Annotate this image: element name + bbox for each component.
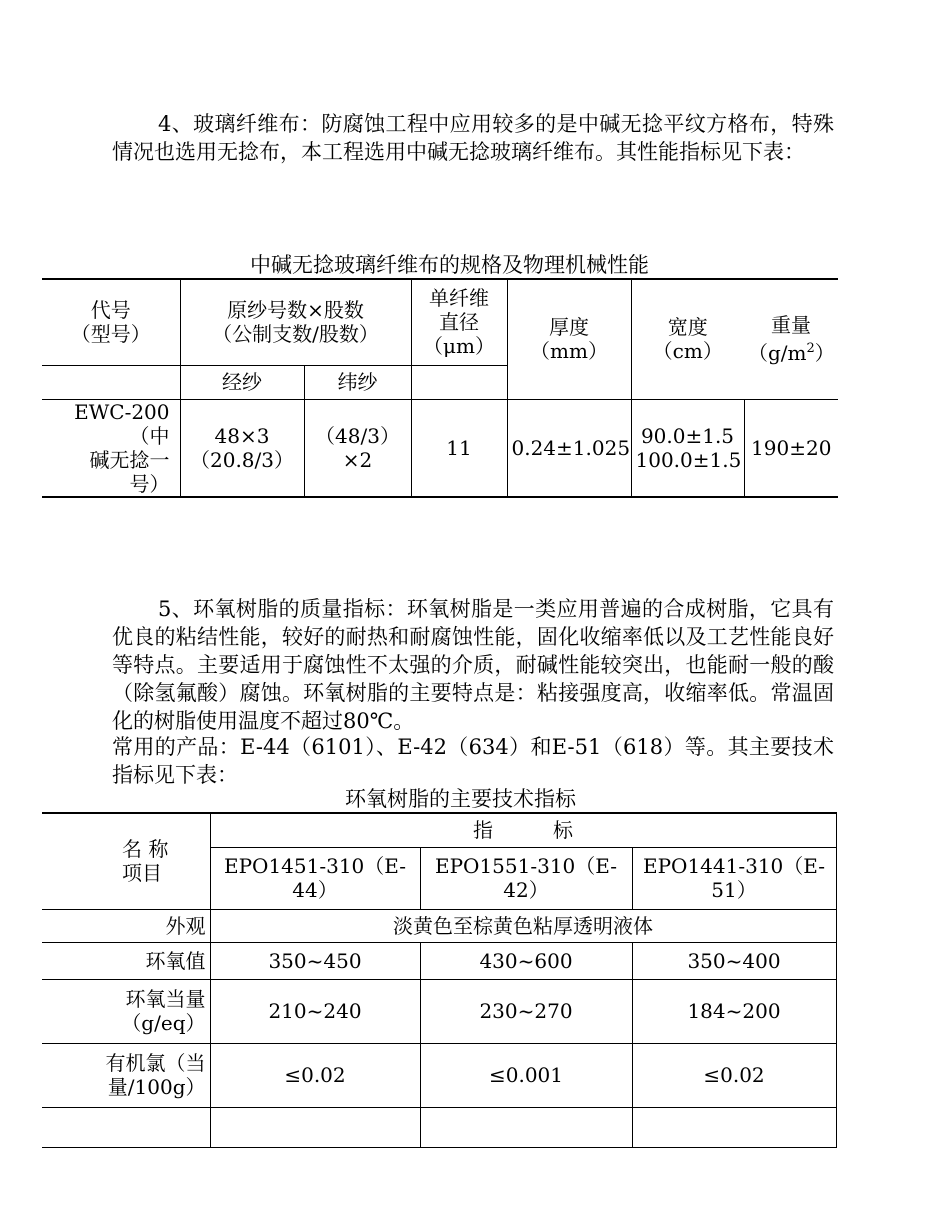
header-diameter-spacer (411, 365, 507, 399)
header-index: 指 标 (210, 813, 836, 847)
header-width: 宽度 （cm） (631, 279, 744, 399)
header-code-spacer (42, 365, 180, 399)
row-value: 184~200 (632, 979, 836, 1043)
row-label: 有机氯（当 量/100g） (42, 1043, 210, 1107)
row-appearance: 淡黄色至棕黄色粘厚透明液体 (210, 909, 836, 942)
row-value: 350~450 (210, 942, 420, 979)
epoxy-table-caption: 环氧树脂的主要技术指标 (345, 787, 576, 811)
header-name-item: 名 称 项目 (42, 813, 210, 909)
fiberglass-table-caption: 中碱无捻玻璃纤维布的规格及物理机械性能 (250, 253, 649, 277)
header-warp: 经纱 (180, 365, 304, 399)
header-epo1451: EPO1451-310（E-44） (210, 847, 420, 909)
row-value: 230~270 (420, 979, 632, 1043)
row-value: ≤0.001 (420, 1043, 632, 1107)
row-value (210, 1107, 420, 1147)
row-warp: 48×3 （20.8/3） (180, 399, 304, 497)
row-value: ≤0.02 (210, 1043, 420, 1107)
header-weft: 纬纱 (304, 365, 411, 399)
epoxy-spec-table (42, 812, 837, 1148)
row-value: 350~400 (632, 942, 836, 979)
section4-paragraph: 4、玻璃纤维布：防腐蚀工程中应用较多的是中碱无捻平纹方格布，特殊情况也选用无捻布，本工程选用中碱无捻玻璃纤维布。其性能指标见下表： (112, 112, 834, 164)
header-weight: 重量 $(g/m^2)$ (744, 279, 838, 399)
row-value (420, 1107, 632, 1147)
header-thickness: 厚度 （mm） (507, 279, 631, 399)
row-value: 430~600 (420, 942, 632, 979)
row-thickness: 0.24±1.025 (507, 399, 631, 497)
row-value: 210~240 (210, 979, 420, 1043)
row-width: 90.0±1.5 100.0±1.5 (631, 399, 744, 497)
row-weft: （48/3） ×2 (304, 399, 411, 497)
row-label: 环氧当量 （g/eq） (42, 979, 210, 1043)
row-weight: 190±20 (744, 399, 838, 497)
row-label: 环氧值 (42, 942, 210, 979)
header-diameter: 单纤维 直径 （μm） (411, 279, 507, 365)
section5-products-paragraph: 常用的产品：E-44（6101）、E-42（634）和E-51（618）等。其主要技术指标见下表： (112, 735, 834, 787)
header-yarn: 原纱号数×股数 （公制支数/股数） (180, 279, 411, 365)
row-label: 外观 (42, 909, 210, 942)
fiberglass-spec-table (42, 278, 838, 498)
row-value (632, 1107, 836, 1147)
epoxy-table-container (105, 812, 837, 1118)
row-code: EWC-200（中 碱无捻一 号） (42, 399, 180, 497)
section5-paragraph: 5、环氧树脂的质量指标：环氧树脂是一类应用普遍的合成树脂，它具有优良的粘结性能，较好的耐热和耐腐蚀性能，固化收缩率低以及工艺性能良好等特点。主要适用于腐蚀性不太强的介质，耐碱性能较突出，也能耐一般的酸（除氢氟酸）腐蚀。环氧树脂的主要特点是：粘接强度高，收缩率低。常温固化的树脂使用温度不超过80℃。 (112, 597, 834, 733)
row-label (42, 1107, 210, 1147)
row-value: ≤0.02 (632, 1043, 836, 1107)
fiberglass-table-container (70, 278, 838, 496)
header-code: 代号 （型号） (42, 279, 180, 365)
header-epo1551: EPO1551-310（E-42） (420, 847, 632, 909)
header-epo1441: EPO1441-310（E-51） (632, 847, 836, 909)
row-diameter: 11 (411, 399, 507, 497)
